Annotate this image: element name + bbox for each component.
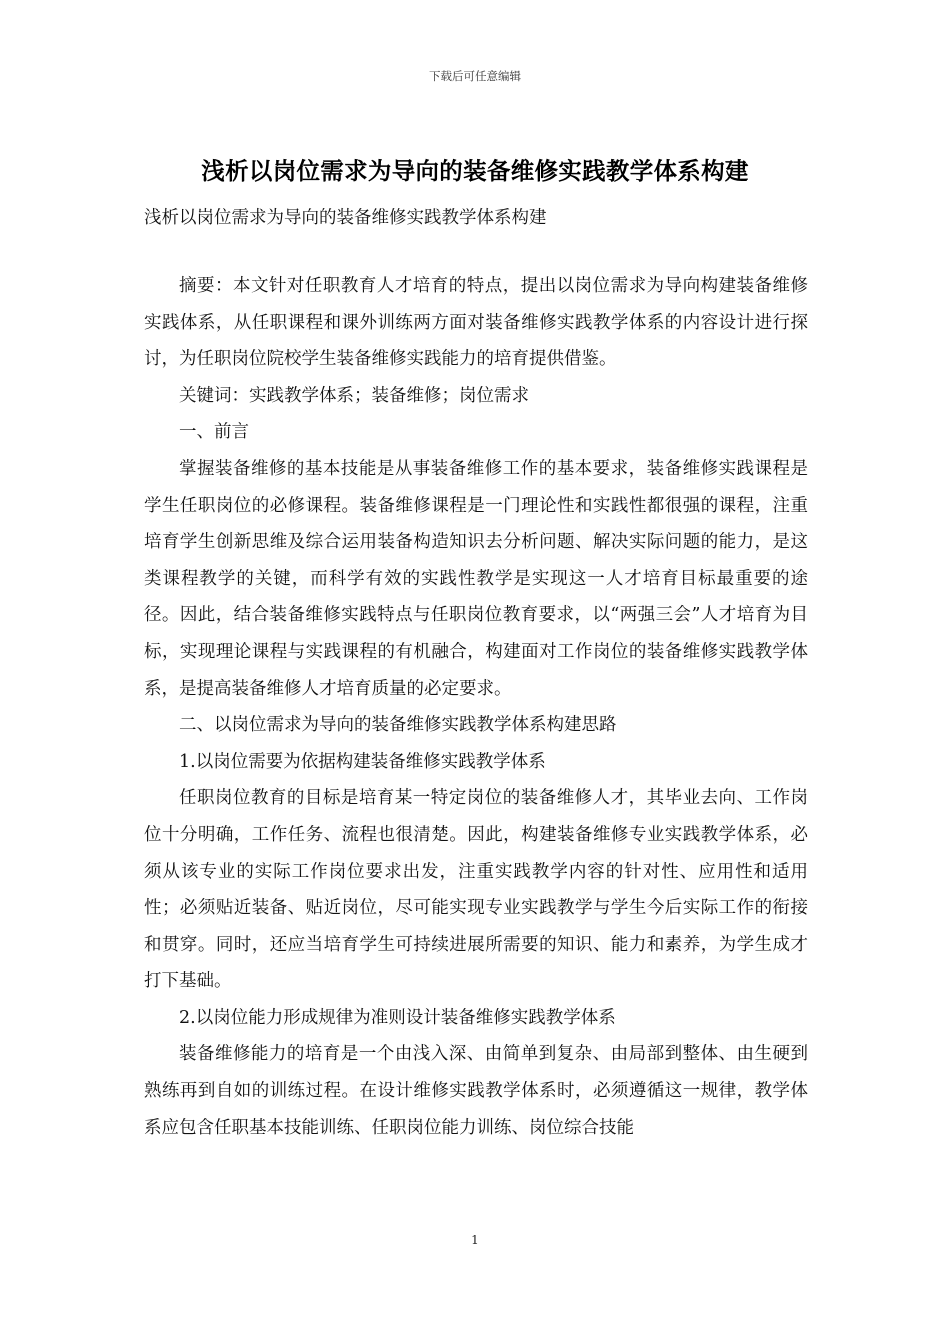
document-body: [144, 268, 808, 1146]
body-paragraph: 掌握装备维修的基本技能是从事装备维修工作的基本要求，装备维修实践课程是学生任职岗位的必修课程。装备维修课程是一门理论性和实践性都很强的课程，注重培育学生创新思维及综合运用装备构造知识去分析问题、解决实际问题的能力，是这类课程教学的关键，而科学有效的实践性教学是实现这一人才培育目标最重要的途径。因此，结合装备维修实践特点与任职岗位教育要求，以“两强三会”人才培育为目标，实现理论课程与实践课程的有机融合，构建面对工作岗位的装备维修实践教学体系，是提高装备维修人才培育质量的必定要求。: [144, 458, 808, 699]
header-note: 下载后可任意编辑: [429, 69, 521, 83]
section-heading-preface: 一、前言: [179, 422, 249, 443]
body-paragraph: 装备维修能力的培育是一个由浅入深、由简单到复杂、由局部到整体、由生硬到熟练再到自如的训练过程。在设计维修实践教学体系时，必须遵循这一规律，教学体系应包含任职基本技能训练、任职岗位能力训练、岗位综合技能: [144, 1044, 808, 1138]
page-number: 1: [471, 1233, 479, 1247]
subsection-heading-2: 2.以岗位能力形成规律为准则设计装备维修实践教学体系: [179, 1007, 616, 1028]
subsection-heading-1: 1.以岗位需要为依据构建装备维修实践教学体系: [179, 751, 546, 772]
document-subtitle: 浅析以岗位需求为导向的装备维修实践教学体系构建: [144, 208, 547, 228]
document-title: 浅析以岗位需求为导向的装备维修实践教学体系构建: [201, 157, 749, 185]
abstract-paragraph: 摘要：本文针对任职教育人才培育的特点，提出以岗位需求为导向构建装备维修实践体系，从任职课程和课外训练两方面对装备维修实践教学体系的内容设计进行探讨，为任职岗位院校学生装备维修实践能力的培育提供借鉴。: [144, 276, 808, 370]
body-paragraph: 任职岗位教育的目标是培育某一特定岗位的装备维修人才，其毕业去向、工作岗位十分明确，工作任务、流程也很清楚。因此，构建装备维修专业实践教学体系，必须从该专业的实际工作岗位要求出发，注重实践教学内容的针对性、应用性和适用性；必须贴近装备、贴近岗位，尽可能实现专业实践教学与学生今后实际工作的衔接和贯穿。同时，还应当培育学生可持续进展所需要的知识、能力和素养，为学生成才打下基础。: [144, 788, 808, 992]
section-heading-approach: 二、以岗位需求为导向的装备维修实践教学体系构建思路: [179, 715, 617, 736]
keywords-paragraph: 关键词：实践教学体系；装备维修；岗位需求: [179, 385, 529, 406]
